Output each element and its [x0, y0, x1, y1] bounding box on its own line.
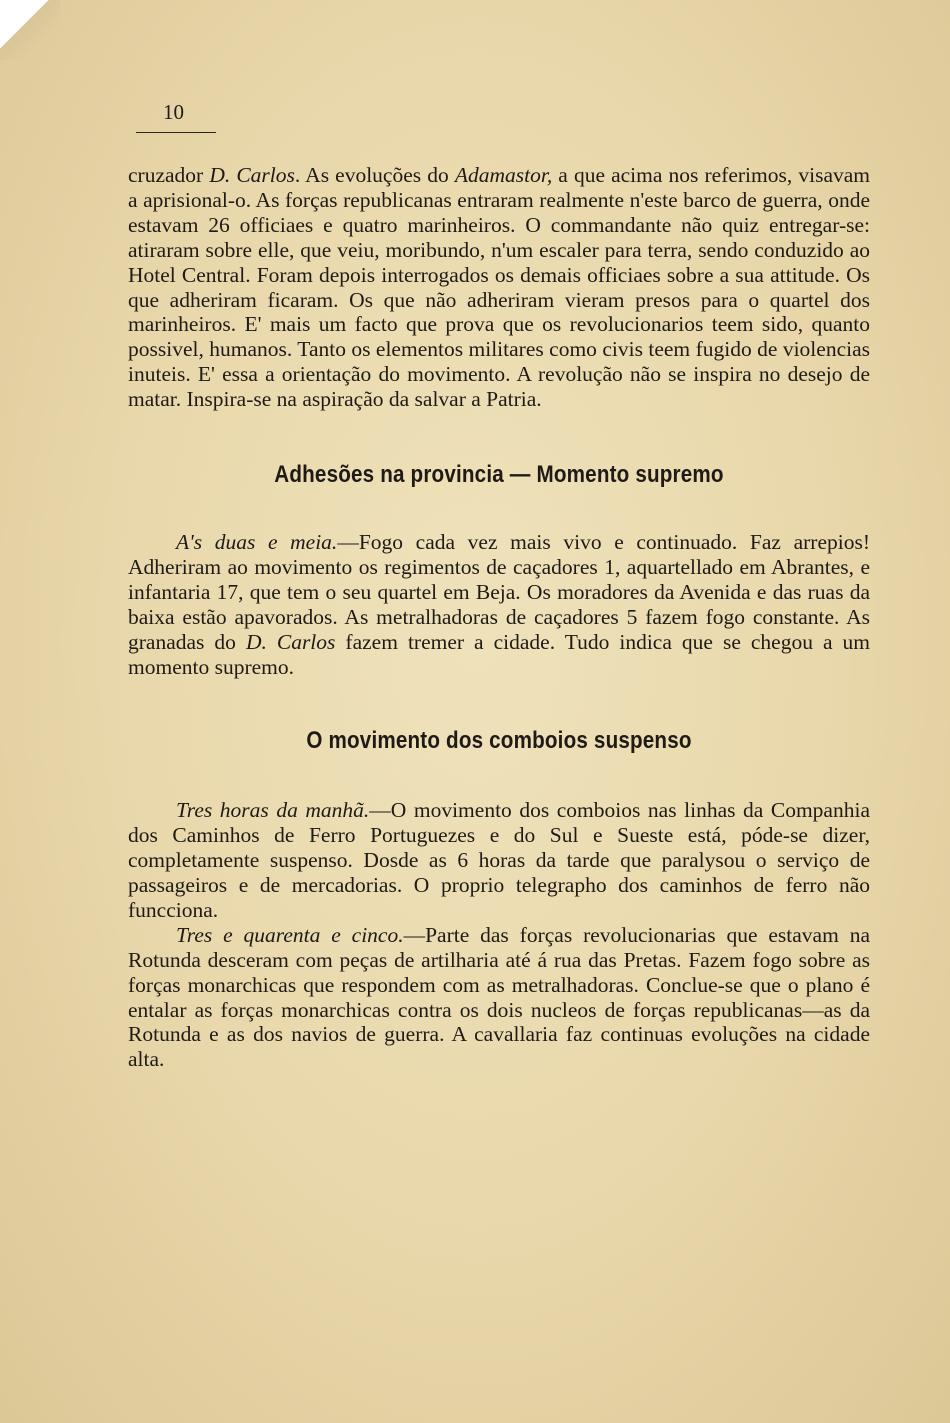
section1-text-2: fazem tremer a cidade. Tudo indica que se chegou a um momento supremo. — [128, 629, 870, 679]
ship-name-adamastor: Adamastor, — [454, 163, 553, 187]
section-title-comboios: O movimento dos comboios suspenso — [306, 727, 692, 755]
section2-text-2: —Parte das forças revolucionarias que estavam na Rotunda desceram com peças de artilharia até á rua das Pretas. Fazem fogo sobre as forças monarchicas que respondem com as metralhadoras. Conclue-se que o plano é entalar as forças monarchicas contra os dois nucleos de forças republicanas—as da Rotunda e as dos navios de guerra. A cavallaria faz continuas evoluções na cidade alta. — [128, 922, 870, 1072]
section1-paragraph — [128, 530, 870, 679]
page-content — [128, 163, 870, 1072]
intro-text-3: a que acima nos referimos, visavam a aprisional-o. As forças republicanas entraram realmente n'este barco de guerra, onde estavam 26 officiaes e quatro marinheiros. O commandante não quiz entregar-se: atiraram sobre elle, que veiu, moribundo, n'um escaler para terra, sendo conduzido ao Hotel Central. Foram depois interrogados os demais officiaes sobre a sua attitude. Os que adheriram ficaram. Os que não adheriram vieram presos para o quartel dos marinheiros. E' mais um facto que prova que os revolucionarios teem sido, quanto possivel, humanos. Tanto os elementos militares como civis teem fugido de violencias inuteis. E' essa a orientação do movimento. A revolução não se inspira no desejo de matar. Inspira-se na aspiração da salvar a Patria. — [128, 163, 871, 412]
page-number-rule — [136, 132, 216, 133]
intro-text-1: cruzador — [128, 163, 210, 187]
section2-paragraph-1 — [128, 798, 870, 923]
section-title-adhesoes: Adhesões na provincia — Momento supremo — [274, 461, 724, 489]
folded-corner — [0, 0, 60, 60]
section1-text-1: —Fogo cada vez mais vivo e continuado. Faz arrepios! Adheriram ao movimento os regimentos de caçadores 1, aquartellado em Abrantes, e infantaria 17, que tem o seu quartel em Beja. Os moradores da Avenida e das ruas da baixa estão apavorados. As metralhadoras de caçadores 5 fazem fogo constante. As granadas do — [128, 529, 870, 654]
ship-name-d-carlos: D. Carlos — [209, 163, 295, 187]
section2-text-1: —O movimento dos comboios nas linhas da Companhia dos Caminhos de Ferro Portuguezes e do Sul e Sueste está, póde-se dizer, completamente suspenso. Dosde as 6 horas da tarde que paralysou o serviço de passageiros e de mercadorias. O proprio telegrapho dos caminhos de ferro não funcciona. — [128, 798, 870, 922]
page-number: 10 — [163, 100, 184, 124]
intro-text-2: . As evoluções do — [294, 163, 455, 187]
section2-paragraph-2 — [128, 923, 870, 1072]
time-heading: Tres horas da manhã. — [176, 798, 370, 823]
ship-name-d-carlos: D. Carlos — [245, 629, 336, 654]
time-heading: Tres e quarenta e cinco. — [176, 922, 404, 947]
time-heading: A's duas e meia. — [176, 529, 338, 554]
intro-paragraph — [128, 163, 870, 412]
